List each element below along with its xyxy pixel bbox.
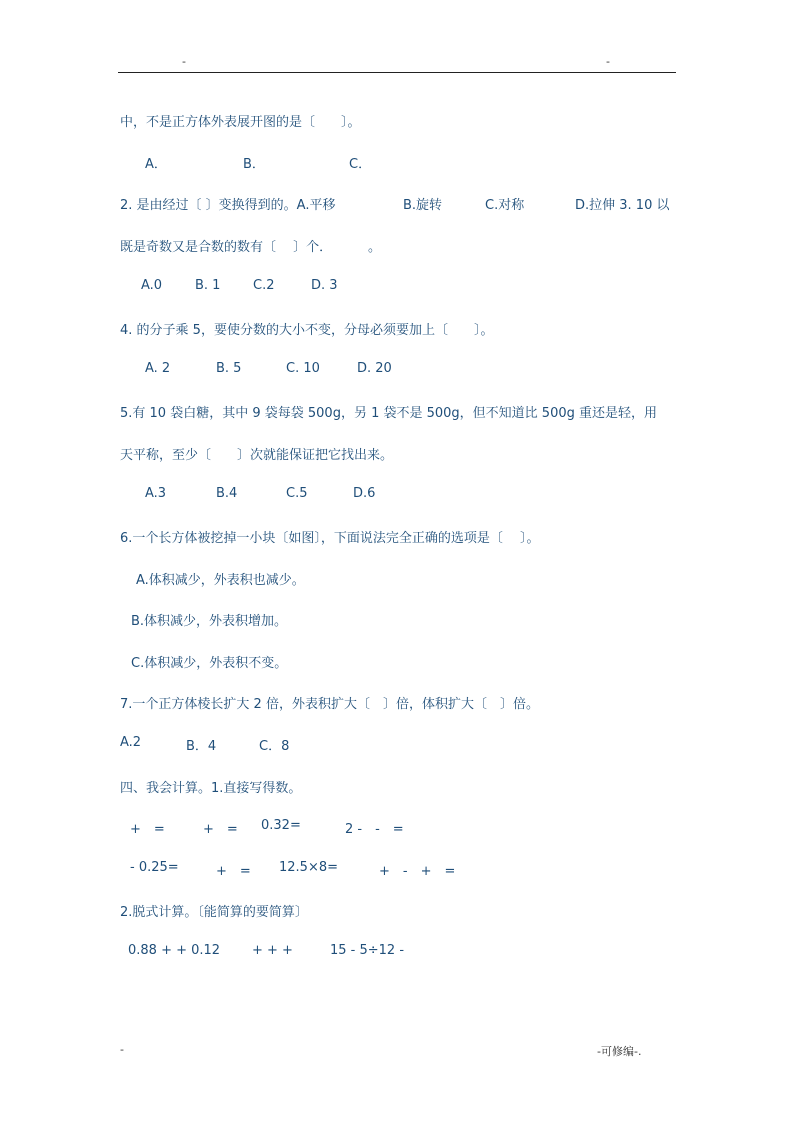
q3-option-a: A.0 bbox=[141, 278, 163, 293]
q6-option-a: A.体积减少，外表积也减少。 bbox=[136, 573, 305, 588]
q3-option-d: D. 3 bbox=[311, 278, 338, 293]
q1-option-b: B． bbox=[243, 157, 265, 172]
q5-option-a: A.3 bbox=[145, 486, 167, 501]
q3-option-c: C.2 bbox=[253, 278, 275, 293]
q4-option-d: D. 20 bbox=[357, 361, 392, 376]
header-rule bbox=[118, 72, 676, 73]
calc-row1-item4: 2 - - = bbox=[345, 822, 404, 837]
calc-row1-item2: + = bbox=[203, 822, 238, 837]
q6-option-b: B.体积减少，外表积增加。 bbox=[131, 614, 288, 629]
q3-stem: 既是奇数又是合数的数有〔 〕个． bbox=[120, 240, 333, 255]
calc-row1-item3: 0.32= bbox=[261, 818, 301, 833]
q5-option-b: B.4 bbox=[216, 486, 238, 501]
q3-option-b: B. 1 bbox=[195, 278, 221, 293]
q2-stem: 2. 是由经过〔 〕变换得到的。A.平移 bbox=[120, 198, 336, 213]
q4-stem: 4. 的分子乘 5，要使分数的大小不变，分母必须要加上〔 〕。 bbox=[120, 323, 494, 338]
footer-left-mark: - bbox=[120, 1043, 124, 1056]
q5-stem-line2: 天平称，至少〔 〕次就能保证把它找出来。 bbox=[120, 448, 394, 463]
q4-option-b: B. 5 bbox=[216, 361, 242, 376]
header-left-mark: - bbox=[182, 55, 186, 68]
q2-option-d: D.拉伸 3. 10 以 bbox=[575, 198, 670, 213]
q4-option-a: A. 2 bbox=[145, 361, 171, 376]
calc-row2-item2: + = bbox=[216, 864, 251, 879]
q3-stem-end: 。 bbox=[368, 240, 382, 255]
q5-option-d: D.6 bbox=[353, 486, 376, 501]
calc-row2-item3: 12.5×8= bbox=[279, 860, 339, 875]
calc-row2-item4: + - + = bbox=[379, 864, 456, 879]
q7-option-a: A.2 bbox=[120, 735, 142, 750]
step-calc-item2: + + + bbox=[252, 943, 293, 958]
q2-option-c: C.对称 bbox=[485, 198, 525, 213]
q4-option-c: C. 10 bbox=[286, 361, 320, 376]
calc-row2-item1: - 0.25= bbox=[130, 860, 179, 875]
q1-option-a: A． bbox=[145, 157, 167, 172]
q5-stem-line1: 5.有 10 袋白糖，其中 9 袋每袋 500g，另 1 袋不是 500g，但不知道比 500g 重还是轻，用 bbox=[120, 406, 658, 421]
q7-option-b: B．4 bbox=[186, 739, 217, 754]
q5-option-c: C.5 bbox=[286, 486, 308, 501]
calc-row1-item1: + = bbox=[130, 822, 165, 837]
q6-option-c: C.体积减少，外表积不变。 bbox=[131, 656, 288, 671]
header-right-mark: - bbox=[606, 55, 610, 68]
q1-stem: 中，不是正方体外表展开图的是〔 〕。 bbox=[120, 115, 361, 130]
q7-option-c: C．8 bbox=[259, 739, 290, 754]
step-calc-heading: 2.脱式计算。〔能简算的要简算〕 bbox=[120, 905, 308, 920]
step-calc-item1: 0.88 + + 0.12 bbox=[128, 943, 221, 958]
q1-option-c: C． bbox=[349, 157, 372, 172]
q7-stem: 7.一个正方体棱长扩大 2 倍，外表积扩大〔 〕倍，体积扩大〔 〕倍。 bbox=[120, 697, 539, 712]
footer-editable-note: -可修编-. bbox=[597, 1045, 642, 1058]
section-four-heading: 四、我会计算。1.直接写得数。 bbox=[120, 781, 302, 796]
q6-stem: 6.一个长方体被挖掉一小块〔如图〕，下面说法完全正确的选项是〔 〕。 bbox=[120, 531, 540, 546]
step-calc-item3: 15 - 5÷12 - bbox=[330, 943, 405, 958]
q2-option-b: B.旋转 bbox=[403, 198, 443, 213]
